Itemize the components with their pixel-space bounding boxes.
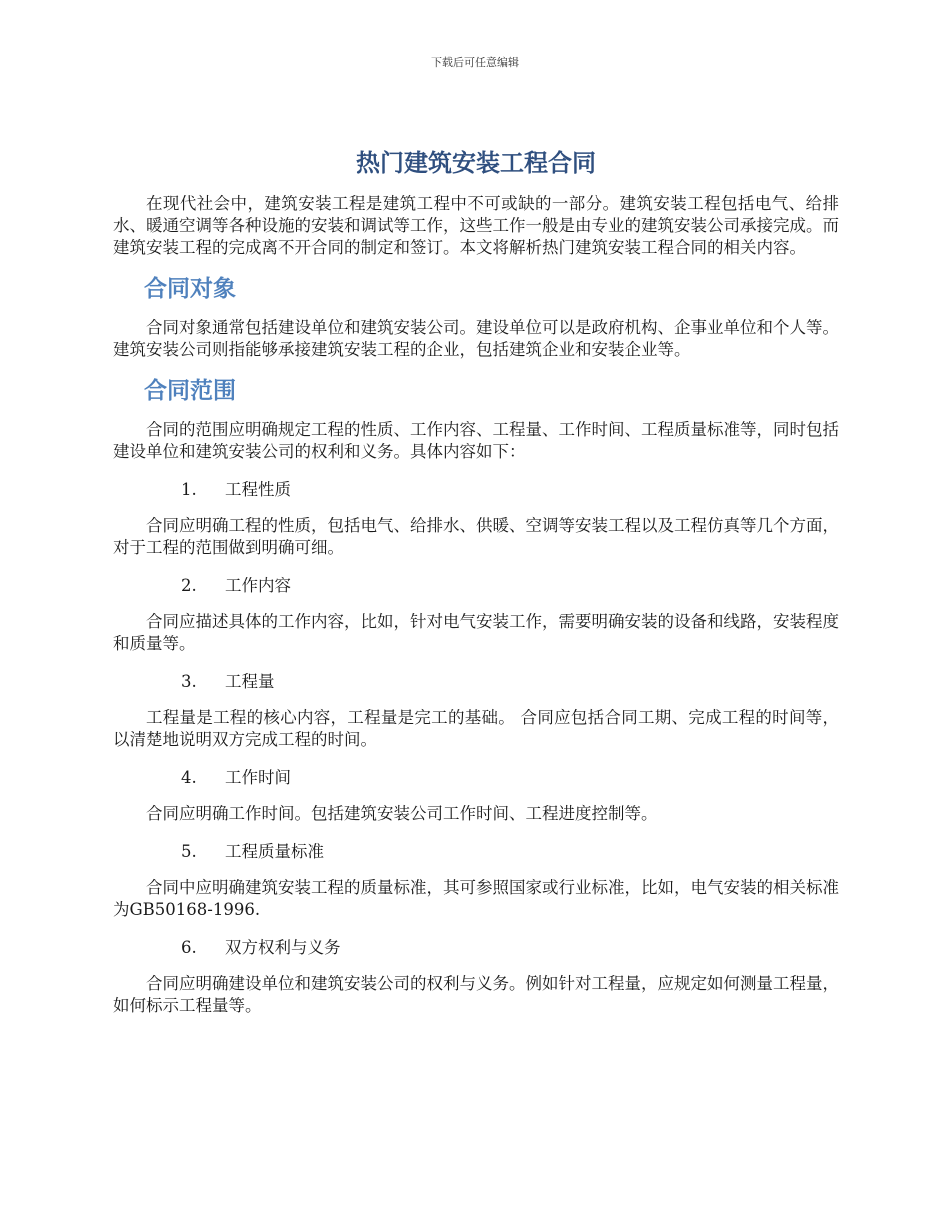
list-label: 双方权利与义务 <box>225 938 341 957</box>
document-title: 热门建筑安装工程合同 <box>356 149 596 177</box>
list-number: 4. <box>181 768 197 787</box>
list-label: 工程性质 <box>225 480 291 499</box>
list-item-1 <box>113 479 839 501</box>
document-body <box>113 143 839 1017</box>
section-paragraph-contract-parties: 合同对象通常包括建设单位和建筑安装公司。建设单位可以是政府机构、企事业单位和个人等。建筑安装公司则指能够承接建筑安装工程的企业，包括建筑企业和安装企业等。 <box>113 318 839 359</box>
list-item-2-paragraph: 合同应描述具体的工作内容，比如，针对电气安装工作，需要明确安装的设备和线路，安装程度和质量等。 <box>113 612 839 653</box>
list-number: 5. <box>181 842 197 861</box>
list-label: 工程量 <box>225 672 275 691</box>
list-item-4 <box>113 767 839 789</box>
intro-paragraph: 在现代社会中，建筑安装工程是建筑工程中不可或缺的一部分。建筑安装工程包括电气、给排水、暖通空调等各种设施的安装和调试等工作，这些工作一般是由专业的建筑安装公司承接完成。而建筑安装工程的完成离不开合同的制定和签订。本文将解析热门建筑安装工程合同的相关内容。 <box>113 194 839 257</box>
list-item-3 <box>113 671 839 693</box>
list-item-2 <box>113 575 839 597</box>
list-item-5-paragraph: 合同中应明确建筑安装工程的质量标准，其可参照国家或行业标准，比如，电气安装的相关标准为GB50168-1996. <box>113 878 839 919</box>
list-number: 6. <box>181 938 197 957</box>
list-item-1-paragraph: 合同应明确工程的性质，包括电气、给排水、供暖、空调等安装工程以及工程仿真等几个方面，对于工程的范围做到明确可细。 <box>113 516 839 557</box>
list-number: 3. <box>181 672 197 691</box>
list-item-5 <box>113 841 839 863</box>
list-item-4-paragraph: 合同应明确工作时间。包括建筑安装公司工作时间、工程进度控制等。 <box>146 804 658 823</box>
list-item-3-paragraph: 工程量是工程的核心内容，工程量是完工的基础。 合同应包括合同工期、完成工程的时间等，以清楚地说明双方完成工程的时间。 <box>113 708 839 749</box>
list-label: 工作时间 <box>225 768 291 787</box>
section-heading-contract-scope: 合同范围 <box>144 378 236 404</box>
section-paragraph-contract-scope: 合同的范围应明确规定工程的性质、工作内容、工程量、工作时间、工程质量标准等，同时包括建设单位和建筑安装公司的权利和义务。具体内容如下： <box>113 420 839 461</box>
list-number: 2. <box>181 576 197 595</box>
list-label: 工作内容 <box>225 576 291 595</box>
list-number: 1. <box>181 480 197 499</box>
header-note: 下载后可任意编辑 <box>431 56 519 69</box>
list-item-6-paragraph: 合同应明确建设单位和建筑安装公司的权利与义务。例如针对工程量，应规定如何测量工程量，如何标示工程量等。 <box>113 974 839 1015</box>
section-heading-contract-parties: 合同对象 <box>144 276 236 302</box>
list-label: 工程质量标准 <box>225 842 324 861</box>
list-item-6 <box>113 937 839 959</box>
